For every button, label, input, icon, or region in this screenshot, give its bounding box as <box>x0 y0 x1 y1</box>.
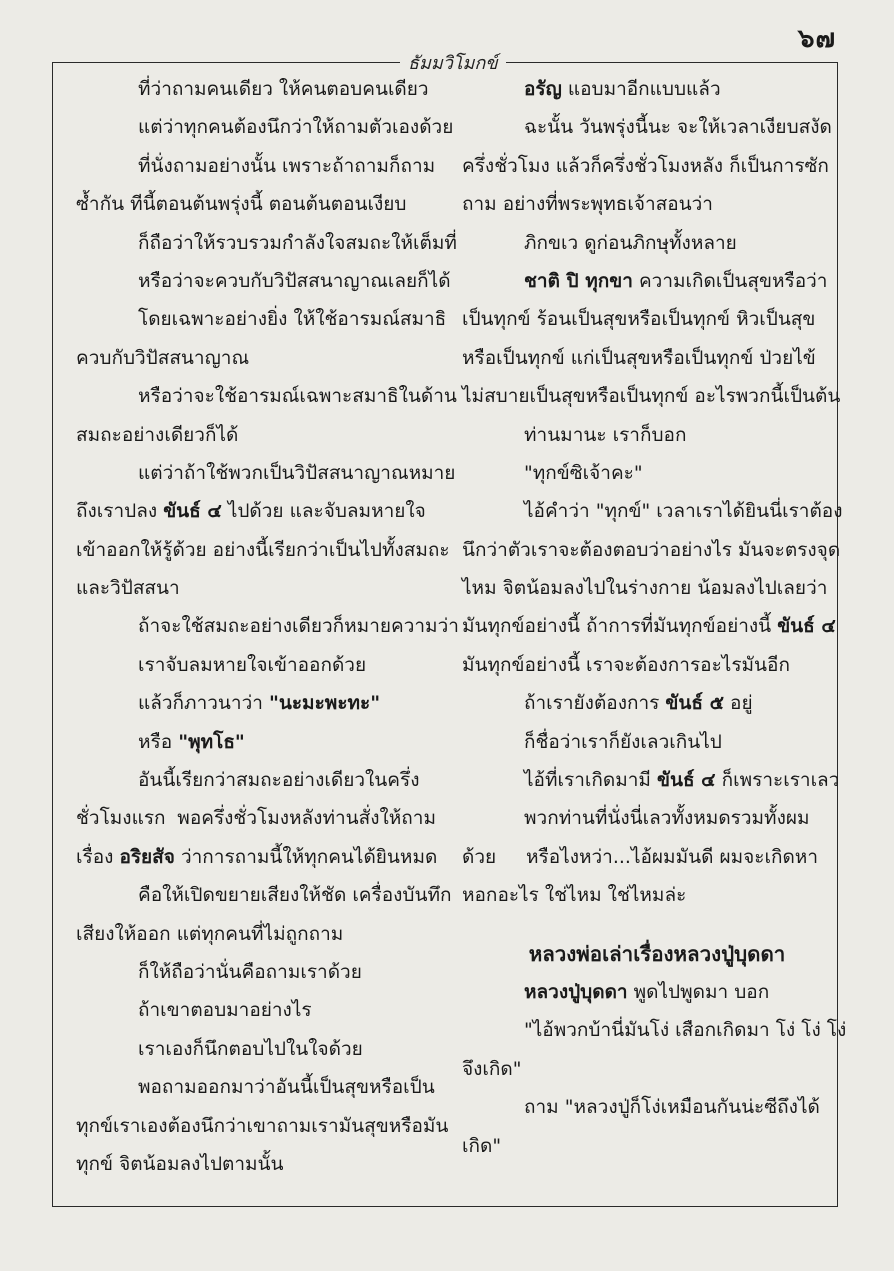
text-line: และวิปัสสนา <box>76 577 180 600</box>
text-line <box>76 915 436 953</box>
text-line <box>462 973 818 1011</box>
bold-term: ชาติ ปิ ทุกขา <box>524 269 633 292</box>
text-line: พอถามออกมาว่าอันนี้เป็นสุขหรือเป็น <box>138 1076 435 1099</box>
bold-term: หลวงปู่บุดดา <box>524 980 628 1003</box>
text-line: ควบกับวิปัสสนาญาณ <box>76 346 250 369</box>
text-line: "ทุกข์ซิเจ้าคะ" <box>524 461 643 484</box>
text-line: สมถะอย่างเดียวก็ได้ <box>76 423 239 446</box>
text-line: ฉะนั้น วันพรุ่งนี้นะ จะให้เวลาเงียบสงัด <box>524 116 832 139</box>
text-line <box>462 761 840 799</box>
text-line: หอกอะไร ใช่ไหม ใช่ไหมล่ะ <box>462 884 687 907</box>
text-line: พวกท่านที่นั่งนี่เลวทั้งหมดรวมทั้งผม <box>524 807 810 830</box>
text-line: ที่นั่งถามอย่างนั้น เพราะถ้าถามก็ถาม <box>138 154 436 177</box>
right-column <box>462 70 847 1165</box>
text-line: นึกว่าตัวเราจะต้องตอบว่าอย่างไร มันจะตรงจุด <box>462 538 841 561</box>
text-span: มันทุกข์อย่างนี้ ถ้าการที่มันทุกข์อย่างนี้ <box>462 615 772 638</box>
text-line: มันทุกข์อย่างนี้ เราจะต้องการอะไรมันอีก <box>462 653 790 676</box>
text-line: ภิกขเว ดูก่อนภิกษุทั้งหลาย <box>524 231 737 254</box>
text-line <box>76 684 436 722</box>
text-line: ถ้าเขาตอบมาอย่างไร <box>138 999 312 1022</box>
text-line: ก็ถือว่าให้รวบรวมกำลังใจสมถะให้เต็มที่ <box>138 231 457 254</box>
text-span: แล้วก็ภาวนาว่า <box>138 692 263 715</box>
text-line: เกิด" <box>462 1134 502 1157</box>
text-line: ท่านมานะ เราก็บอก <box>524 423 687 446</box>
text-line: จึงเกิด" <box>462 1057 522 1080</box>
text-line <box>462 684 818 722</box>
left-column <box>76 70 459 1183</box>
bold-term: ขันธ์ ๔ <box>656 769 716 792</box>
text-span: ซ้ำกัน <box>76 193 125 216</box>
text-span: พอครึ่งชั่วโมงหลังท่านสั่งให้ถาม <box>177 807 436 830</box>
bold-term: "นะมะพะทะ" <box>268 692 381 715</box>
text-span: ชั่วโมงแรก <box>76 807 166 830</box>
text-span: ทีนี้ตอนต้นพรุ่งนี้ ตอนต้นตอนเงียบ <box>130 193 407 216</box>
text-line <box>76 1145 436 1183</box>
text-line: แต่ว่าถ้าใช้พวกเป็นวิปัสสนาญาณหมาย <box>138 461 456 484</box>
text-span: แต่ทุกคนที่ไม่ถูกถาม <box>176 922 344 945</box>
text-line <box>462 607 836 645</box>
text-span: แอบมาอีกแบบแล้ว <box>567 78 721 100</box>
text-line: ไอ้คำว่า "ทุกข์" เวลาเราได้ยินนี่เราต้อง <box>524 500 843 523</box>
text-span: ความเกิดเป็นสุขหรือว่า <box>638 269 828 292</box>
text-line: เป็นทุกข์ ร้อนเป็นสุขหรือเป็นทุกข์ หิวเป็นสุข <box>462 308 816 331</box>
text-span: เรื่อง <box>76 845 114 868</box>
text-line <box>76 838 436 876</box>
text-line: ก็ให้ถือว่านั่นคือถามเราด้วย <box>138 960 362 983</box>
text-span: อยู่ <box>730 692 753 715</box>
bold-term: ขันธ์ ๔ <box>777 615 836 638</box>
text-span: ถึงเราปลง <box>76 500 158 523</box>
bold-term: "พุทโธ" <box>178 730 245 753</box>
text-line: โดยเฉพาะอย่างยิ่ง ให้ใช้อารมณ์สมาธิ <box>138 308 447 331</box>
text-span: จิตน้อมลงไปตามนั้น <box>119 1152 284 1175</box>
text-line: เราเองก็นึกตอบไปในใจด้วย <box>138 1037 363 1060</box>
text-span: หรือไงหว่า...ไอ้ผมมันดี ผมจะเกิดหา <box>526 845 818 868</box>
text-span: ด้วย <box>462 845 497 868</box>
text-line: อันนี้เรียกว่าสมถะอย่างเดียวในครึ่ง <box>138 769 420 792</box>
bold-term: ขันธ์ ๔ <box>163 500 222 523</box>
text-line: ที่ว่าถามคนเดียว ให้คนตอบคนเดียว <box>138 78 429 100</box>
text-span: ไอ้ที่เราเกิดมามี <box>524 769 651 792</box>
text-line: ถ้าจะใช้สมถะอย่างเดียวก็หมายความว่า <box>138 615 459 638</box>
text-line: เราจับลมหายใจเข้าออกด้วย <box>138 653 367 676</box>
text-span: ก็เพราะเราเลว <box>721 769 840 792</box>
text-line: เข้าออกให้รู้ด้วย อย่างนี้เรียกว่าเป็นไปทั้งสมถะ <box>76 538 450 561</box>
text-line: หรือว่าจะใช้อารมณ์เฉพาะสมาธิในด้าน <box>138 385 457 408</box>
bold-term: อรัญ <box>524 78 562 100</box>
text-line: แต่ว่าทุกคนต้องนึกว่าให้ถามตัวเองด้วย <box>138 116 454 139</box>
text-line: ก็ชื่อว่าเราก็ยังเลวเกินไป <box>524 730 722 753</box>
text-line: ไหม จิตน้อมลงไปในร่างกาย น้อมลงไปเลยว่า <box>462 577 828 600</box>
text-line: คือให้เปิดขยายเสียงให้ชัด เครื่องบันทึก <box>138 884 452 907</box>
text-line: ครึ่งชั่วโมง แล้วก็ครึ่งชั่วโมงหลัง ก็เป็นการซัก <box>462 154 829 177</box>
running-header: ธัมมวิโมกข์ <box>400 48 506 77</box>
page-number: ๖๗ <box>797 24 836 54</box>
text-line <box>76 799 436 837</box>
text-line: "ไอ้พวกบ้านี่มันโง่ เสือกเกิดมา โง่ โง่ โง่ <box>524 1019 847 1042</box>
text-line: ถาม "หลวงปู่ก็โง่เหมือนกันน่ะซีถึงได้ <box>524 1096 820 1119</box>
text-line <box>76 492 436 530</box>
section-heading: หลวงพ่อเล่าเรื่องหลวงปู่บุดดา <box>528 941 786 966</box>
text-line <box>462 838 818 876</box>
text-line: ถาม อย่างที่พระพุทธเจ้าสอนว่า <box>462 193 713 216</box>
text-line <box>462 262 828 300</box>
text-line <box>76 723 436 761</box>
text-span: ทุกข์ <box>76 1152 114 1175</box>
text-span: ไปด้วย และจับลมหายใจ <box>227 500 426 523</box>
text-span: ทุกข์ <box>76 1114 114 1137</box>
bold-term: อริยสัจ <box>119 845 175 868</box>
text-span: หรือ <box>138 730 173 753</box>
text-line: ไม่สบายเป็นสุขหรือเป็นทุกข์ อะไรพวกนี้เป็นต้น <box>462 385 841 408</box>
text-line: หรือว่าจะควบกับวิปัสสนาญาณเลยก็ได้ <box>138 269 451 292</box>
text-span: ว่าการถามนี้ให้ทุกคนได้ยินหมด <box>180 845 438 868</box>
text-span: เราเองต้องนึกว่าเขาถามเรามันสุขหรือมัน <box>113 1114 449 1137</box>
text-span: พูดไปพูดมา บอก <box>633 980 770 1003</box>
text-line <box>76 185 436 223</box>
text-line: หรือเป็นทุกข์ แก่เป็นสุขหรือเป็นทุกข์ ป่วยไข้ <box>462 346 816 369</box>
bold-term: ขันธ์ ๕ <box>665 692 724 715</box>
text-span: ถ้าเรายังต้องการ <box>524 692 660 715</box>
text-line <box>462 70 818 108</box>
text-line <box>76 1107 449 1145</box>
text-span: เสียงให้ออก <box>76 922 171 945</box>
